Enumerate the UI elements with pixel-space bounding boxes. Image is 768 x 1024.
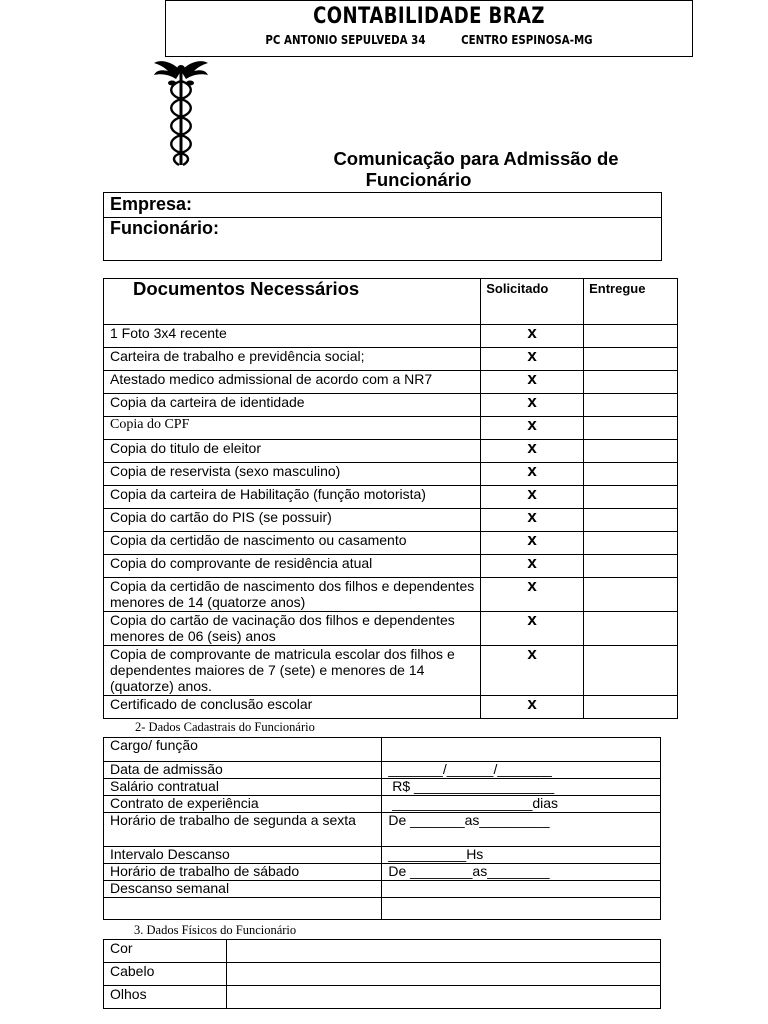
physical-label: Cabelo: [104, 963, 227, 986]
entregue-cell[interactable]: [584, 612, 678, 646]
solicitado-mark[interactable]: x: [481, 417, 584, 440]
document-label: Atestado medico admissional de acordo com a NR7: [104, 371, 481, 394]
physical-value-field[interactable]: [226, 940, 660, 963]
entregue-cell[interactable]: [584, 417, 678, 440]
cadastral-label: [104, 898, 382, 920]
cadastral-label: Data de admissão: [104, 762, 382, 779]
document-label: 1 Foto 3x4 recente: [104, 325, 481, 348]
physical-value-field[interactable]: [226, 963, 660, 986]
document-label: Copia de reservista (sexo masculino): [104, 463, 481, 486]
solicitado-mark[interactable]: x: [481, 486, 584, 509]
physical-label: Cor: [104, 940, 227, 963]
documents-title: Documentos Necessários: [104, 279, 481, 325]
document-label: Copia do cartão de vacinação dos filhos e dependentes menores de 06 (seis) anos: [104, 612, 481, 646]
physical-row: [104, 940, 661, 963]
document-row: [104, 371, 678, 394]
entregue-cell[interactable]: [584, 325, 678, 348]
document-row: [104, 509, 678, 532]
letterhead: [165, 0, 693, 57]
solicitado-mark[interactable]: x: [481, 371, 584, 394]
entregue-cell[interactable]: [584, 440, 678, 463]
document-label: Copia da certidão de nascimento dos filhos e dependentes menores de 14 (quatorze anos): [104, 578, 481, 612]
solicitado-mark[interactable]: x: [481, 555, 584, 578]
document-label: Copia da certidão de nascimento ou casamento: [104, 532, 481, 555]
entregue-cell[interactable]: [584, 371, 678, 394]
document-label: Copia do comprovante de residência atual: [104, 555, 481, 578]
cadastral-label: Cargo/ função: [104, 738, 382, 762]
physical-label: Olhos: [104, 986, 227, 1009]
physical-row: [104, 963, 661, 986]
document-row: [104, 348, 678, 371]
solicitado-mark[interactable]: x: [481, 532, 584, 555]
solicitado-mark[interactable]: x: [481, 696, 584, 719]
cadastral-value-field[interactable]: [382, 881, 661, 898]
entregue-cell[interactable]: [584, 463, 678, 486]
cadastral-row: [104, 762, 661, 779]
physical-row: [104, 986, 661, 1009]
document-label: Copia de comprovante de matricula escolar dos filhos e dependentes maiores de 7 (sete) e menores de 14 (quatorze) anos.: [104, 646, 481, 696]
cadastral-row: [104, 796, 661, 813]
cadastral-label: Horário de trabalho de sábado: [104, 864, 382, 881]
cadastral-label: Descanso semanal: [104, 881, 382, 898]
cadastral-table: [103, 737, 661, 920]
entregue-cell[interactable]: [584, 555, 678, 578]
document-row: [104, 646, 678, 696]
document-row: [104, 578, 678, 612]
form-title-line1: Comunicação para Admissão de: [333, 148, 619, 169]
documents-table: [103, 278, 678, 719]
document-row: [104, 440, 678, 463]
cadastral-row: [104, 738, 661, 762]
cadastral-label: Horário de trabalho de segunda a sexta: [104, 813, 382, 847]
cadastral-value-field[interactable]: R$ __________________: [382, 779, 661, 796]
document-row: [104, 417, 678, 440]
solicitado-mark[interactable]: x: [481, 440, 584, 463]
solicitado-mark[interactable]: x: [481, 578, 584, 612]
entregue-cell[interactable]: [584, 394, 678, 417]
entregue-cell[interactable]: [584, 509, 678, 532]
solicitado-mark[interactable]: x: [481, 646, 584, 696]
section-fisicos-title: 3. Dados Físicos do Funcionário: [134, 923, 297, 937]
document-row: [104, 463, 678, 486]
solicitado-mark[interactable]: x: [481, 612, 584, 646]
cadastral-value-field[interactable]: _______/______/_______: [382, 762, 661, 779]
cadastral-row: [104, 847, 661, 864]
company-name: CONTABILIDADE BRAZ: [313, 4, 545, 29]
col-solicitado: Solicitado: [481, 279, 584, 325]
document-row: [104, 486, 678, 509]
solicitado-mark[interactable]: x: [481, 463, 584, 486]
cadastral-row: [104, 881, 661, 898]
cadastral-value-field[interactable]: __________Hs: [382, 847, 661, 864]
document-row: [104, 612, 678, 646]
section-cadastrais-title: 2- Dados Cadastrais do Funcionário: [135, 720, 315, 734]
cadastral-label: Contrato de experiência: [104, 796, 382, 813]
cadastral-row: [104, 779, 661, 796]
empresa-row: [104, 193, 661, 218]
document-label: Copia da carteira de Habilitação (função motorista): [104, 486, 481, 509]
cadastral-value-field[interactable]: De ________as________: [382, 864, 661, 881]
col-entregue: Entregue: [584, 279, 678, 325]
form-title-line2: Funcionário: [365, 169, 472, 190]
cadastral-row: [104, 813, 661, 847]
document-row: [104, 555, 678, 578]
document-row: [104, 325, 678, 348]
entregue-cell[interactable]: [584, 348, 678, 371]
cadastral-label: Intervalo Descanso: [104, 847, 382, 864]
document-label: Certificado de conclusão escolar: [104, 696, 481, 719]
entregue-cell[interactable]: [584, 696, 678, 719]
physical-table: [103, 939, 661, 1009]
company-employee-box: [103, 192, 662, 261]
cadastral-value-field[interactable]: De _______as_________: [382, 813, 661, 847]
solicitado-mark[interactable]: x: [481, 394, 584, 417]
cadastral-row: [104, 898, 661, 920]
physical-value-field[interactable]: [226, 986, 660, 1009]
cadastral-label: Salário contratual: [104, 779, 382, 796]
entregue-cell[interactable]: [584, 486, 678, 509]
document-label: Copia do titulo de eleitor: [104, 440, 481, 463]
empresa-label: Empresa:: [110, 194, 193, 214]
cadastral-value-field[interactable]: __________________dias: [382, 796, 661, 813]
solicitado-mark[interactable]: x: [481, 509, 584, 532]
funcionario-label: Funcionário:: [110, 218, 219, 238]
document-label: Copia do cartão do PIS (se possuir): [104, 509, 481, 532]
solicitado-mark[interactable]: x: [481, 348, 584, 371]
document-label: Copia da carteira de identidade: [104, 394, 481, 417]
document-label: Copia do CPF: [104, 417, 481, 440]
cadastral-value-field[interactable]: [382, 738, 661, 762]
solicitado-mark[interactable]: x: [481, 325, 584, 348]
form-title: [200, 148, 700, 190]
documents-header-row: [104, 279, 678, 325]
document-row: [104, 696, 678, 719]
document-row: [104, 394, 678, 417]
document-row: [104, 532, 678, 555]
company-address: PC ANTONIO SEPULVEDA 34 CENTRO ESPINOSA-MG: [265, 32, 593, 47]
cadastral-value-field[interactable]: [382, 898, 661, 920]
entregue-cell[interactable]: [584, 578, 678, 612]
entregue-cell[interactable]: [584, 646, 678, 696]
cadastral-row: [104, 864, 661, 881]
document-label: Carteira de trabalho e previdência social;: [104, 348, 481, 371]
entregue-cell[interactable]: [584, 532, 678, 555]
